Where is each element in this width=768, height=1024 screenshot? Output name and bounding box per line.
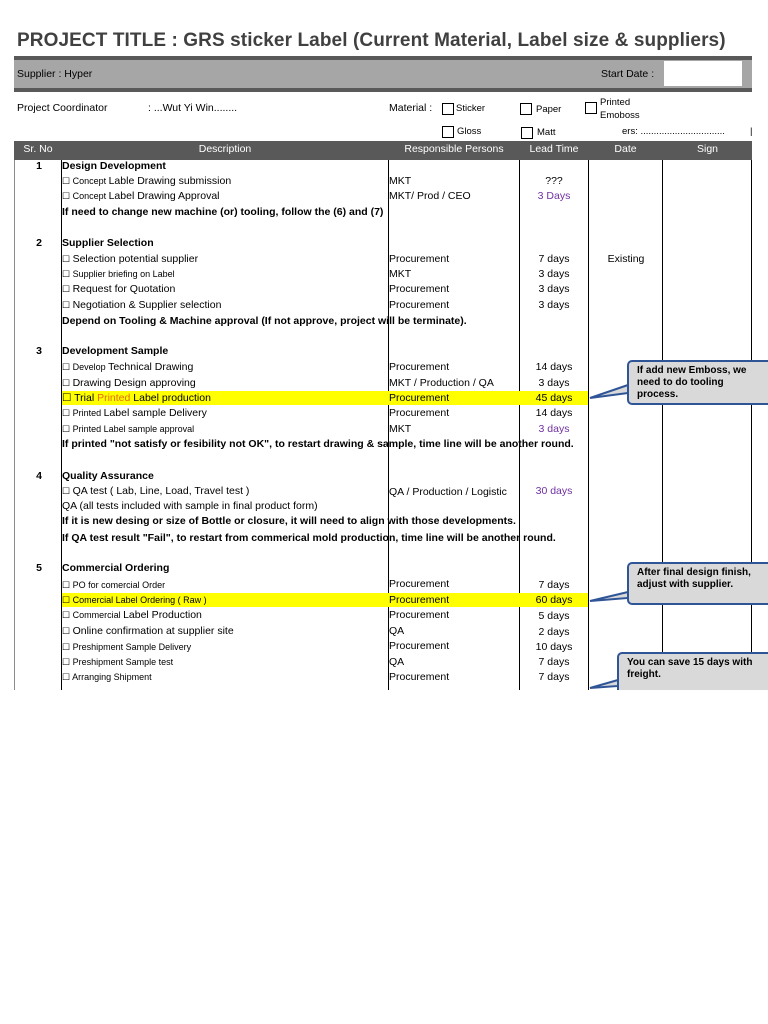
task-text: Technical Drawing xyxy=(108,361,194,373)
start-date-label: Start Date : xyxy=(601,68,655,80)
responsible-person: Procurement xyxy=(389,299,450,311)
emboss-option-label: Emoboss xyxy=(600,110,640,121)
task-text: Online confirmation at supplier site xyxy=(72,625,234,637)
task-text: Supplier briefing on Label xyxy=(72,269,175,279)
task-prefix: ☐ xyxy=(62,424,73,434)
task-text-highlight: Printed xyxy=(97,392,131,404)
lead-time: 3 Days xyxy=(537,190,571,202)
task-prefix: ☐ xyxy=(62,378,73,388)
task-text: Printed Label sample approval xyxy=(72,424,195,434)
supplier-label: Supplier : Hyper xyxy=(17,68,93,80)
task-text: Preshipment Sample test xyxy=(72,657,174,667)
task-prefix: ☐ xyxy=(62,657,73,667)
callout-note: If add new Emboss, we need to do tooling process. xyxy=(627,360,768,405)
callout-pointer xyxy=(590,592,628,601)
lead-time: ??? xyxy=(545,175,563,187)
section-title: Supplier Selection xyxy=(62,237,154,249)
task-text: Label Drawing Approval xyxy=(108,190,220,202)
paper-option-label: Paper xyxy=(536,104,562,115)
responsible-person: Procurement xyxy=(389,392,450,404)
section-note: Depend on Tooling & Machine approval (If not approve, project will be terminate). xyxy=(62,315,467,327)
task-text: Request for Quotation xyxy=(72,283,176,295)
responsible-person: Procurement xyxy=(389,283,450,295)
task-prefix: ☐ xyxy=(62,254,73,264)
sticker-option-label: Sticker xyxy=(456,103,486,114)
matt-option-label: Matt xyxy=(537,127,556,138)
lead-time: 2 days xyxy=(538,626,570,638)
lead-time: 14 days xyxy=(535,361,573,373)
material-label: Material : xyxy=(389,102,433,114)
section-number: 3 xyxy=(36,345,42,357)
responsible-person: Procurement xyxy=(389,671,450,683)
responsible-person: QA xyxy=(389,656,405,668)
task-date: Existing xyxy=(607,253,645,265)
task-text: Negotiation & Supplier selection xyxy=(72,299,222,311)
callout-pointer xyxy=(590,385,628,398)
callout-pointer xyxy=(590,680,618,688)
task-description: QA (all tests included with sample in final product form) xyxy=(62,500,318,512)
coordinator-value: : ...Wut Yi Win........ xyxy=(148,102,238,114)
lead-time: 3 days xyxy=(538,377,570,389)
lead-time: 7 days xyxy=(538,671,570,683)
task-text: Arranging Shipment xyxy=(72,672,152,682)
task-text: Selection potential supplier xyxy=(72,253,199,265)
lead-time: 14 days xyxy=(535,407,573,419)
task-prefix: ☐ Develop xyxy=(62,362,109,372)
coordinator-label: Project Coordinator xyxy=(17,102,108,114)
task-text: Lable Drawing submission xyxy=(108,175,232,187)
section-title: Commercial Ordering xyxy=(62,562,170,574)
task-prefix: ☐ xyxy=(62,672,73,682)
task-prefix: ☐ Concept xyxy=(62,191,109,201)
responsible-person: Procurement xyxy=(389,640,450,652)
lead-time: 45 days xyxy=(535,392,573,404)
section-title: Quality Assurance xyxy=(62,470,154,482)
task-text: Preshipment Sample Delivery xyxy=(72,642,192,652)
suppliers-field: ers: ................................ xyxy=(622,126,725,137)
lead-time: 7 days xyxy=(538,579,570,591)
section-note: If QA test result "Fail", to restart from commerical mold production, time line will be another round. xyxy=(62,532,556,544)
task-text: Drawing Design approving xyxy=(72,377,196,389)
responsible-person: Procurement xyxy=(389,578,450,590)
lead-time: 3 days xyxy=(538,268,570,280)
printed-option-label: Printed xyxy=(600,97,631,108)
section-note: If need to change new machine (or) tooling, follow the (6) and (7) xyxy=(62,206,384,218)
task-prefix: ☐ xyxy=(62,580,73,590)
lead-time: 3 days xyxy=(538,423,570,435)
lead-time: 3 days xyxy=(538,299,570,311)
lead-time: 7 days xyxy=(538,656,570,668)
task-prefix: ☐ xyxy=(62,642,73,652)
section-number: 1 xyxy=(36,160,42,172)
lead-time: 60 days xyxy=(535,594,573,606)
responsible-person: Procurement xyxy=(389,609,450,621)
column-header-responsible: Responsible Persons xyxy=(404,143,504,155)
section-title: Design Development xyxy=(62,160,166,172)
task-prefix: ☐ xyxy=(62,284,73,294)
lead-time: 5 days xyxy=(538,610,570,622)
column-header-lead-time: Lead Time xyxy=(529,143,579,155)
task-prefix: ☐ xyxy=(62,595,73,605)
section-title: Development Sample xyxy=(62,345,169,357)
task-text: QA test ( Lab, Line, Load, Travel test ) xyxy=(72,485,250,497)
responsible-person: Procurement xyxy=(389,407,450,419)
responsible-person: QA / Production / Logistic xyxy=(389,486,507,498)
section-number: 4 xyxy=(36,470,42,482)
task-prefix: ☐ Printed xyxy=(62,408,104,418)
callout-note: You can save 15 days with freight. xyxy=(617,652,768,690)
page-title: PROJECT TITLE : GRS sticker Label (Current Material, Label size & suppliers) xyxy=(17,30,726,51)
lead-time: 30 days xyxy=(535,485,573,497)
task-text: Label sample Delivery xyxy=(103,407,207,419)
task-text: Comercial Label Ordering ( Raw ) xyxy=(72,595,207,605)
task-prefix: ☐ Concept xyxy=(62,176,109,186)
responsible-person: Procurement xyxy=(389,594,450,606)
section-number: 5 xyxy=(36,562,42,574)
responsible-person: Procurement xyxy=(389,361,450,373)
task-prefix: ☐ Trial xyxy=(62,392,98,404)
responsible-person: MKT xyxy=(389,423,412,435)
task-text: Label production xyxy=(130,392,211,404)
task-text: Label Production xyxy=(123,609,202,621)
gloss-option-label: Gloss xyxy=(457,126,482,137)
suppliers-field-end: | xyxy=(750,126,753,137)
task-text: PO for comercial Order xyxy=(72,580,166,590)
task-prefix: ☐ xyxy=(62,626,73,636)
task-prefix: ☐ Commercial xyxy=(62,610,124,620)
task-prefix: ☐ xyxy=(62,269,73,279)
section-note: If printed "not satisfy or fesibility not OK", to restart drawing & sample, time line will be another round. xyxy=(62,438,574,450)
section-note: If it is new desing or size of Bottle or closure, it will need to align with those developments. xyxy=(62,515,516,527)
responsible-person: MKT / Production / QA xyxy=(389,377,494,389)
task-prefix: ☐ xyxy=(62,300,73,310)
responsible-person: MKT/ Prod / CEO xyxy=(389,190,471,202)
section-number: 2 xyxy=(36,237,42,249)
responsible-person: Procurement xyxy=(389,253,450,265)
task-prefix: ☐ xyxy=(62,486,73,496)
responsible-person: MKT xyxy=(389,175,412,187)
column-header-sign: Sign xyxy=(696,143,718,155)
column-header-date: Date xyxy=(614,143,637,155)
column-header-description: Description xyxy=(198,143,252,155)
lead-time: 3 days xyxy=(538,283,570,295)
responsible-person: MKT xyxy=(389,268,412,280)
column-header-sr-no: Sr. No xyxy=(23,143,53,155)
lead-time: 10 days xyxy=(535,641,573,653)
callout-note: After final design finish, adjust with supplier. xyxy=(627,562,768,605)
responsible-person: QA xyxy=(389,625,405,637)
lead-time: 7 days xyxy=(538,253,570,265)
